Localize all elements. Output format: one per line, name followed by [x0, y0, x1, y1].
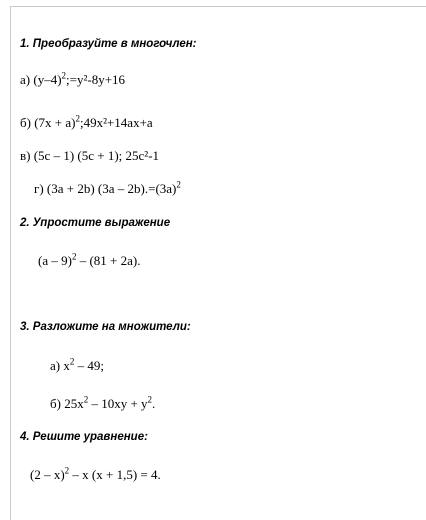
task-1b-expression: (7x + a) — [34, 115, 76, 130]
task-2-base: (a – 9) — [38, 253, 72, 268]
task-3b-exponent: 2 — [83, 394, 89, 405]
task-3a-base: x — [63, 358, 70, 373]
task-1b-exponent: 2 — [75, 113, 80, 124]
task-1c-label: в) — [20, 148, 31, 163]
task-3a-rest: – 49; — [74, 358, 104, 373]
task-1a-answer: ;=y²-8y+16 — [66, 72, 126, 87]
task-1d — [34, 181, 181, 197]
section-2-heading: 2. Упростите выражение — [20, 217, 171, 229]
section-3-heading: 3. Разложите на множители: — [20, 321, 191, 333]
task-3b-rest: – 10xy + y — [88, 396, 148, 411]
task-1b-answer: ;49x²+14ax+a — [79, 115, 153, 130]
task-3b-end: . — [152, 396, 156, 411]
task-4-rest: – x (x + 1,5) = 4. — [69, 467, 161, 482]
section-1-heading: 1. Преобразуйте в многочлен: — [20, 38, 197, 50]
task-1a-expression: (y–4) — [33, 72, 62, 87]
task-1b-label: б) — [20, 115, 31, 130]
task-3b-exponent-2: 2 — [147, 394, 153, 405]
task-1a-exponent: 2 — [61, 70, 67, 81]
task-4-expression — [30, 467, 161, 483]
task-1a-label: а) — [20, 72, 31, 87]
task-2-expression — [38, 253, 140, 269]
task-1b — [20, 115, 153, 131]
task-2-exponent: 2 — [71, 251, 77, 262]
task-1c — [20, 148, 159, 164]
task-1d-expression: (3a + 2b) (3a – 2b).=(3a) — [46, 181, 177, 196]
task-3b-label: б) — [50, 396, 61, 411]
task-2-rest: – (81 + 2a). — [76, 253, 141, 268]
page-left-border — [10, 6, 11, 520]
task-1a — [20, 72, 125, 88]
task-1d-label: г) — [34, 181, 44, 196]
task-1d-exponent: 2 — [176, 179, 181, 190]
task-3b-base: 25x — [64, 396, 84, 411]
task-1c-answer: 25c²-1 — [125, 148, 160, 163]
task-3a-exponent: 2 — [69, 356, 75, 367]
task-3b — [50, 396, 155, 412]
task-4-exponent: 2 — [64, 465, 70, 476]
task-4-base: (2 – x) — [30, 467, 65, 482]
task-1c-expression: (5c – 1) (5c + 1); — [33, 148, 123, 163]
task-3a-label: а) — [50, 358, 61, 373]
page-top-border — [10, 6, 426, 7]
section-4-heading: 4. Решите уравнение: — [20, 431, 148, 443]
task-3a — [50, 358, 104, 374]
